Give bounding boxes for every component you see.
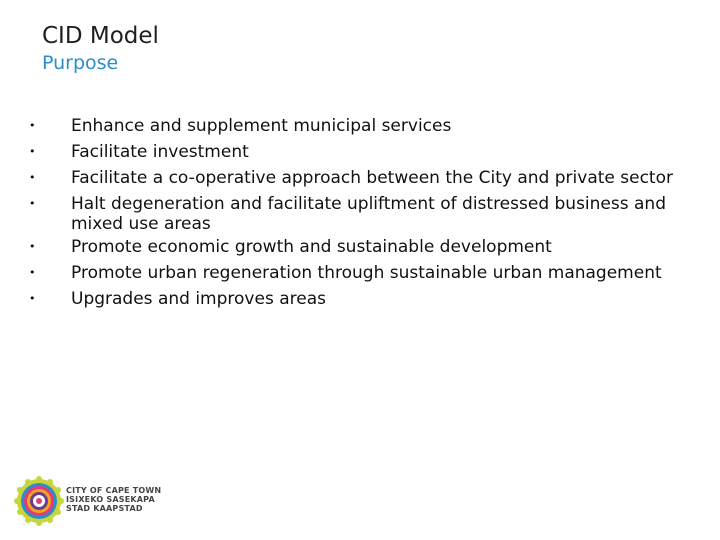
city-logo-text bbox=[66, 486, 161, 513]
bullet-text: Facilitate investment bbox=[71, 142, 249, 162]
bullet-text: Halt degeneration and facilitate upliftment of distressed business and mixed use areas bbox=[71, 194, 666, 234]
slide-subtitle: Purpose bbox=[42, 52, 119, 74]
bullet-item bbox=[29, 289, 689, 309]
bullet-icon: • bbox=[29, 266, 36, 279]
bullet-text: Promote economic growth and sustainable development bbox=[71, 237, 552, 257]
logo-line-english: CITY OF CAPE TOWN bbox=[66, 486, 162, 495]
bullet-item bbox=[29, 142, 689, 162]
logo-line-afrikaans: STAD KAAPSTAD bbox=[66, 504, 143, 513]
slide-title: CID Model bbox=[42, 23, 159, 49]
bullet-text: Promote urban regeneration through sustainable urban management bbox=[71, 263, 662, 283]
bullet-item bbox=[29, 263, 689, 283]
bullet-item bbox=[29, 194, 689, 234]
bullet-text: Facilitate a co-operative approach between the City and private sector bbox=[71, 168, 673, 188]
bullet-icon: • bbox=[29, 240, 36, 253]
bullet-text: Upgrades and improves areas bbox=[71, 289, 326, 309]
bullet-icon: • bbox=[29, 119, 36, 132]
logo-line-xhosa: ISIXEKO SASEKAPA bbox=[66, 495, 155, 504]
bullet-item bbox=[29, 116, 689, 136]
bullet-list bbox=[29, 116, 689, 315]
bullet-icon: • bbox=[29, 197, 36, 210]
city-seal-icon bbox=[14, 476, 64, 526]
bullet-text: Enhance and supplement municipal services bbox=[71, 116, 452, 136]
bullet-icon: • bbox=[29, 171, 36, 184]
bullet-item bbox=[29, 168, 689, 188]
bullet-icon: • bbox=[29, 145, 36, 158]
bullet-item bbox=[29, 237, 689, 257]
bullet-icon: • bbox=[29, 292, 36, 305]
city-logo bbox=[14, 476, 184, 526]
